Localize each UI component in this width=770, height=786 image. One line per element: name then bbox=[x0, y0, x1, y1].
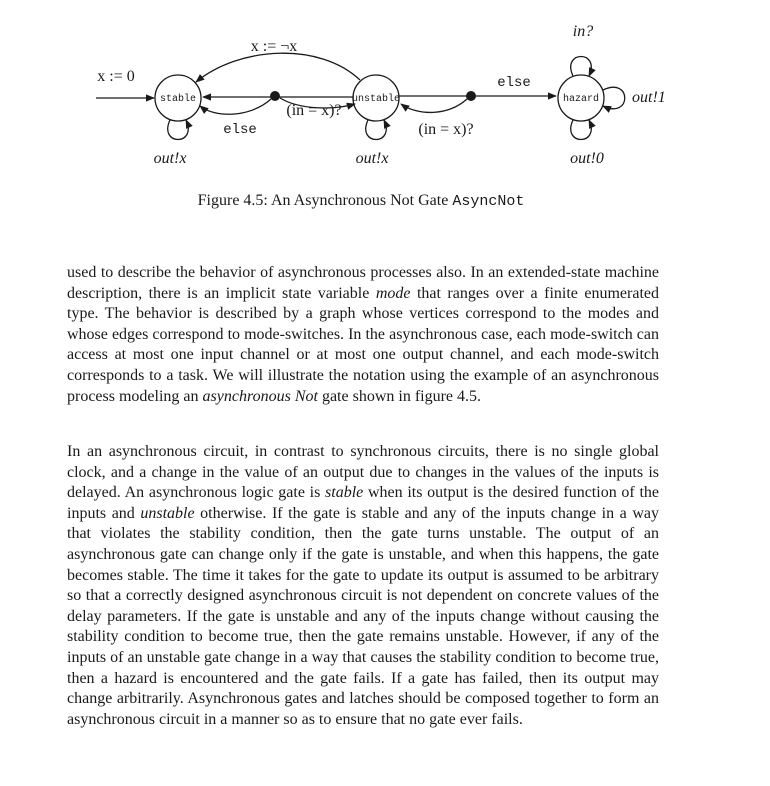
label-in-query: in? bbox=[572, 23, 594, 40]
loop-hazard-in bbox=[571, 57, 592, 77]
label-guard-right: (in = x)? bbox=[418, 121, 474, 138]
transition-toggle bbox=[196, 53, 360, 82]
state-machine-diagram bbox=[0, 0, 770, 180]
p2-text-3: otherwise. If the gate is stable and any of the inputs change in a way that violates the stability condition, then the gate turns unstable. The output of an asynchronous gate can change only if the gate is unstable, and when this happens, the gate becomes stable. The time it takes for the gate to update its output is assumed to be arbitrary so that a correctly designed asynchronous circuit is not dependent on concrete values of the delay parameters. If the gate is unstable and any of the inputs change without causing the stability condition to become true, then the gate remains unstable. However, if any of the inputs of an unstable gate change in a way that causes the stability condition to become true, then a hazard is encountered and the gate fails. If a gate has failed, then its output may change arbitrarily. Asynchronous gates and latches should be composed together to form an asynchronous circuit in a manner so as to ensure that no gate ever fails. bbox=[67, 504, 660, 728]
p1-text-2: that ranges over a finite enumerated type. The behavior is described by a graph whose vertices correspond to the modes and whose edges correspond to mode-switches. In the asynchronous case, each mode-switch can access at most one input channel or at most one output channel, and each mode-switch corresponds to a task. We will illustrate the notation using the example of an asynchronous process modeling an bbox=[67, 284, 660, 405]
transition-guard-right bbox=[401, 99, 467, 112]
label-guard-left: (in = x)? bbox=[286, 102, 342, 119]
paragraph-2 bbox=[67, 442, 659, 730]
p1-text-3: gate shown in figure 4.5. bbox=[317, 387, 482, 405]
transition-else-left bbox=[200, 99, 271, 114]
p2-text-2: when its output is the desired function of the inputs and bbox=[67, 484, 659, 522]
figure-caption bbox=[0, 190, 722, 213]
caption-text: Figure 4.5: An Asynchronous Not Gate bbox=[197, 192, 449, 209]
junction-left bbox=[270, 91, 280, 101]
label-else-right: else bbox=[497, 75, 531, 91]
label-init: x := 0 bbox=[97, 68, 135, 85]
p2-text-1: In an asynchronous circuit, in contrast to synchronous circuits, there is no single global clock, and a change in the value of an output due to changes in the values of the inputs is delayed. An asynchronous logic gate is bbox=[67, 443, 659, 502]
loop-unstable-out bbox=[366, 120, 387, 140]
paragraph-1 bbox=[67, 263, 659, 407]
p1-text-1: used to describe the behavior of asynchronous processes also. In an extended-state machine description, there is an implicit state variable bbox=[67, 264, 659, 302]
state-label-hazard: hazard bbox=[562, 94, 600, 105]
state-label-unstable: unstable bbox=[351, 94, 401, 105]
label-out-zero: out!0 bbox=[570, 150, 604, 167]
p1-mode: mode bbox=[375, 284, 411, 302]
label-else-left: else bbox=[223, 122, 257, 138]
label-out-stable: out!x bbox=[153, 150, 187, 167]
label-out-one: out!1 bbox=[632, 89, 666, 106]
loop-stable-out bbox=[168, 120, 189, 140]
loop-hazard-out1 bbox=[603, 87, 625, 109]
label-toggle: x := ¬x bbox=[250, 38, 298, 55]
p1-async-not: asynchronous Not bbox=[202, 387, 318, 405]
label-out-unstable: out!x bbox=[355, 150, 389, 167]
junction-right bbox=[466, 91, 476, 101]
p2-unstable: unstable bbox=[140, 504, 195, 522]
caption-code: AsyncNot bbox=[452, 193, 525, 210]
loop-hazard-out0 bbox=[571, 120, 592, 140]
state-label-stable: stable bbox=[159, 94, 197, 105]
p2-stable: stable bbox=[325, 484, 364, 502]
